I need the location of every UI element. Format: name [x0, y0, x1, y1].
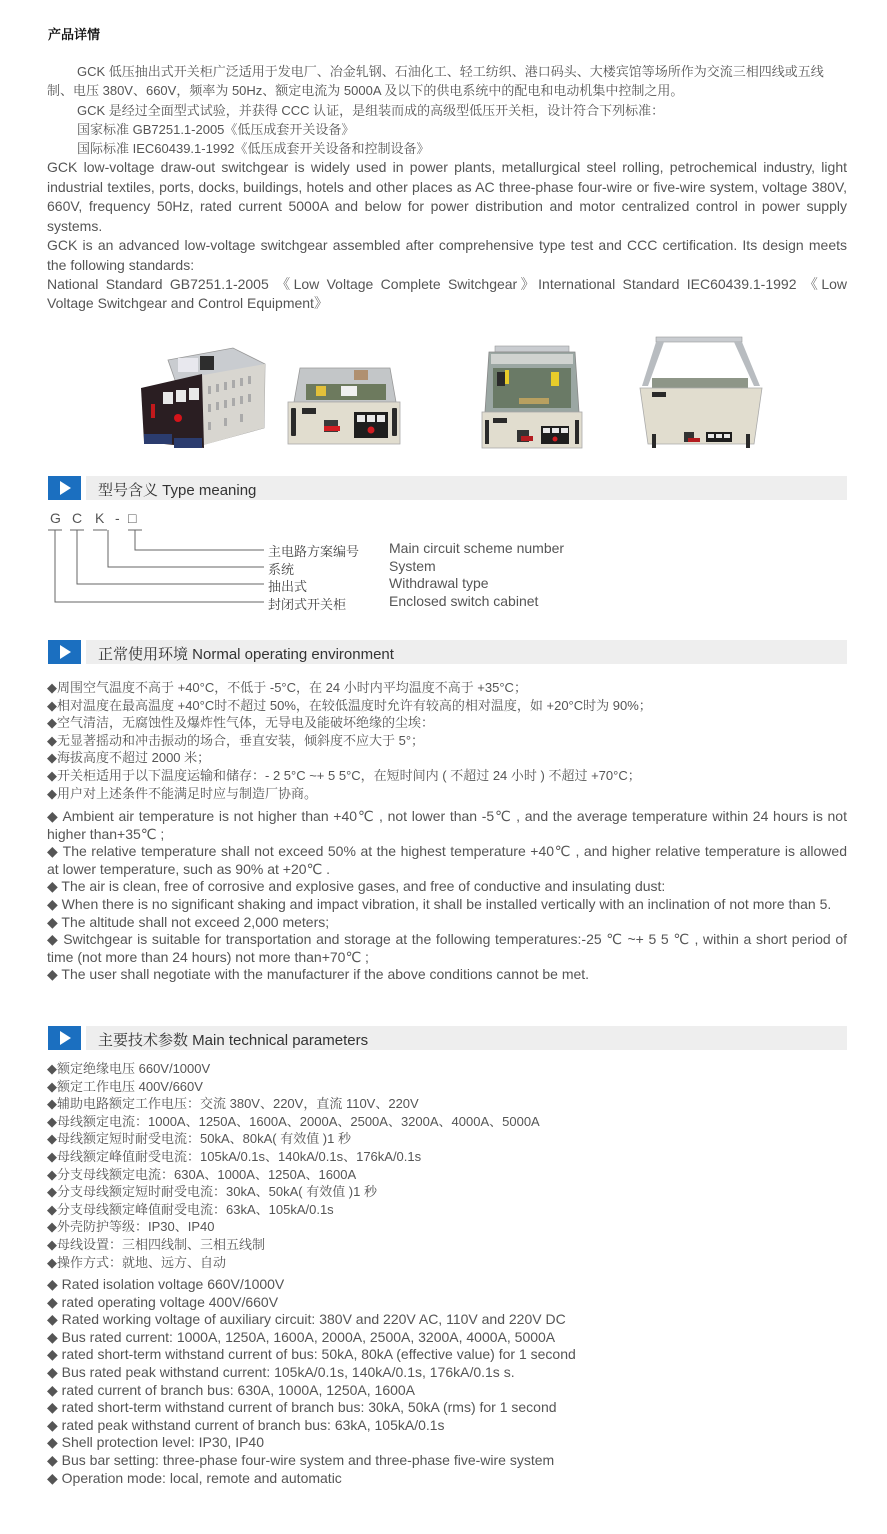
type-entry-en-1: System	[389, 558, 436, 574]
code-dash: -	[115, 510, 120, 526]
list-item: ◆ When there is no significant shaking and impact vibration, it shall be installed vertically with an inclination of not more than 5.	[47, 895, 832, 912]
list-item: ◆母线额定电流：1000A、1250A、1600A、2000A、2500A、3200A、4000A、5000A	[47, 1113, 540, 1129]
list-item: ◆ Operation mode: local, remote and automatic	[47, 1469, 342, 1486]
list-item: ◆分支母线额定短时耐受电流：30kA、50kA( 有效值 )1 秒	[47, 1184, 377, 1200]
list-item: ◆ Bus rated current: 1000A, 1250A, 1600A, 2000A, 2500A, 3200A, 4000A, 5000A	[47, 1328, 556, 1345]
code-letter-c: C	[72, 510, 83, 526]
list-item: ◆ Bus bar setting: three-phase four-wire system and three-phase five-wire system	[47, 1451, 555, 1468]
list-item: ◆相对温度在最高温度 +40°C时不超过 50%，在较低温度时允许有较高的相对温度，如 +20°C时为 90%；	[47, 697, 652, 713]
list-item: ◆操作方式：就地、远方、自动	[47, 1254, 226, 1270]
product-photos	[130, 332, 780, 457]
section-title-operating-env: 正常使用环境 Normal operating environment	[98, 646, 394, 663]
intro-en-paragraph-1: GCK low-voltage draw-out switchgear is widely used in power plants, metallurgical steel rolling, petrochemical industry, light industrial textiles, ports, docks, buildings, hotels and other places as AC three-phase four-wire or five-wire system, voltage 380V, 660V, frequency 50Hz, rated current 5000A and below for power distribution and motor centralized control in power supply systems.	[47, 159, 847, 234]
type-code-diagram	[48, 510, 608, 620]
list-item: ◆外壳防护等级：IP30、IP40	[47, 1219, 215, 1235]
list-item: ◆母线额定短时耐受电流：50kA、80kA( 有效值 )1 秒	[47, 1131, 351, 1147]
list-item: ◆分支母线额定峰值耐受电流：63kA、105kA/0.1s	[47, 1201, 334, 1217]
type-entry-en-3: Enclosed switch cabinet	[389, 593, 539, 609]
intro-cn-paragraph-2: GCK 是经过全面型式试验，并获得 CCC 认证，是组装而成的高级型低压开关柜，设计符合下列标准：	[77, 102, 665, 118]
list-item: ◆ Bus rated peak withstand current: 105kA/0.1s, 140kA/0.1s, 176kA/0.1s s.	[47, 1363, 515, 1380]
list-item: ◆母线额定峰值耐受电流：105kA/0.1s、140kA/0.1s、176kA/0.1s	[47, 1148, 422, 1164]
list-item: ◆额定绝缘电压 660V/1000V	[47, 1061, 211, 1076]
section-header-type-meaning	[48, 476, 847, 500]
type-entry-cn-2: 抽出式	[268, 579, 308, 594]
list-item: ◆ rated operating voltage 400V/660V	[47, 1293, 279, 1310]
code-letter-g: G	[50, 510, 61, 526]
list-item: ◆ rated current of branch bus: 630A, 1000A, 1250A, 1600A	[47, 1381, 416, 1398]
list-item: ◆辅助电路额定工作电压：交流 380V、220V，直流 110V、220V	[47, 1096, 419, 1112]
play-arrow-icon	[48, 1026, 81, 1050]
code-letter-k: K	[95, 510, 105, 526]
code-box-placeholder: □	[128, 510, 137, 526]
intro-cn-standard-2: 国际标准 IEC60439.1-1992《低压成套开关设备和控制设备》	[77, 141, 430, 157]
intro-cn-paragraph-1: GCK 低压抽出式开关柜广泛适用于发电厂、冶金轧钢、石油化工、轻工纺织、港口码头、大楼宾馆等场所作为交流三相四线或五线制、电压 380V、660V，频率为 50Hz、额定电流为 5000A 及以下的供电系统中的配电和电动机集中控制之用。	[47, 64, 824, 99]
list-item: ◆海拔高度不超过 2000 米；	[47, 750, 211, 766]
type-code-connector-lines	[48, 510, 278, 610]
section-title-type-meaning: 型号含义 Type meaning	[98, 482, 257, 499]
list-item: ◆ Switchgear is suitable for transportation and storage at the following temperatures:-25 ℃ ~+ 5 5 ℃ , within a short period of time (not more than 24 hours) not more than+70℃ ;	[47, 931, 847, 965]
section-header-tech-params	[48, 1026, 847, 1050]
intro-text	[47, 62, 847, 314]
list-item: ◆额定工作电压 400V/660V	[47, 1078, 203, 1094]
list-item: ◆ Shell protection level: IP30, IP40	[47, 1434, 264, 1451]
list-item: ◆ Ambient air temperature is not higher than +40℃ , not lower than -5℃ , and the average temperature within 24 hours is not higher than+35℃ ;	[47, 808, 847, 842]
intro-en-paragraph-2: GCK is an advanced low-voltage switchgear assembled after comprehensive type test and CCC certification. Its design meets the following standards:	[47, 237, 847, 273]
section-title-tech-params: 主要技术参数 Main technical parameters	[98, 1032, 369, 1049]
list-item: ◆开关柜适用于以下温度运输和储存：- 2 5°C ~+ 5 5°C，在短时间内 ( 不超过 24 小时 ) 不超过 +70°C；	[47, 767, 641, 783]
type-entry-cn-3: 封闭式开关柜	[268, 597, 347, 612]
page-title: 产品详情	[48, 28, 101, 43]
list-item: ◆母线设置：三相四线制、三相五线制	[47, 1236, 265, 1252]
list-item: ◆ Rated working voltage of auxiliary circuit: 380V and 220V AC, 110V and 220V DC	[47, 1311, 566, 1328]
list-item: ◆ rated short-term withstand current of branch bus: 30kA, 50kA (rms) for 1 second	[47, 1399, 557, 1416]
type-entry-cn-0: 主电路方案编号	[268, 544, 360, 559]
list-item: ◆周围空气温度不高于 +40°C，不低于 -5°C，在 24 小时内平均温度不高于 +35°C；	[47, 680, 527, 695]
play-arrow-icon	[48, 640, 81, 664]
list-item: ◆ The relative temperature shall not exceed 50% at the highest temperature +40℃ , and higher relative temperature is allowed at lower temperature, such as 90% at +20℃ .	[47, 843, 847, 877]
photo-switchgear-drawer-two-level	[479, 342, 585, 452]
list-item: ◆分支母线额定电流：630A、1000A、1250A、1600A	[47, 1166, 357, 1182]
photo-switchgear-drawer-open-top	[286, 362, 404, 448]
list-item: ◆ rated short-term withstand current of bus: 50kA, 80kA (effective value) for 1 second	[47, 1346, 576, 1363]
intro-cn-standard-1: 国家标准 GB7251.1-2005《低压成套开关设备》	[77, 121, 355, 137]
list-item: ◆ The altitude shall not exceed 2,000 meters;	[47, 913, 330, 930]
play-arrow-icon	[48, 476, 81, 500]
list-item: ◆ The user shall negotiate with the manufacturer if the above conditions cannot be met.	[47, 966, 590, 983]
tech-params-cn-list	[47, 1060, 847, 1271]
list-item: ◆空气清洁，无腐蚀性及爆炸性气体，无导电及能破坏绝缘的尘埃：	[47, 715, 434, 731]
intro-en-paragraph-3: National Standard GB7251.1-2005 《Low Voltage Complete Switchgear》International Standard IEC60439.1-1992 《Low Voltage Switchgear and Control Equipment》	[47, 275, 847, 312]
list-item: ◆ rated peak withstand current of branch bus: 63kA, 105kA/0.1s	[47, 1416, 445, 1433]
list-item: ◆用户对上述条件不能满足时应与制造厂协商。	[47, 785, 317, 801]
photo-switchgear-drawer-frame	[638, 334, 766, 454]
type-entry-en-0: Main circuit scheme number	[389, 540, 565, 556]
operating-env-cn-list	[47, 679, 847, 802]
type-entry-cn-1: 系统	[268, 562, 295, 577]
list-item: ◆ The air is clean, free of corrosive and explosive gases, and free of conductive and insulating dust:	[47, 878, 666, 895]
section-header-operating-env	[48, 640, 847, 664]
list-item: ◆无显著摇动和冲击振动的场合，垂直安装，倾斜度不应大于 5°；	[47, 732, 425, 748]
tech-params-en-list	[47, 1276, 847, 1487]
operating-env-en-list	[47, 808, 847, 984]
photo-switchgear-drawer-black-front	[138, 346, 268, 452]
list-item: ◆ Rated isolation voltage 660V/1000V	[47, 1276, 285, 1292]
type-entry-en-2: Withdrawal type	[389, 575, 489, 591]
